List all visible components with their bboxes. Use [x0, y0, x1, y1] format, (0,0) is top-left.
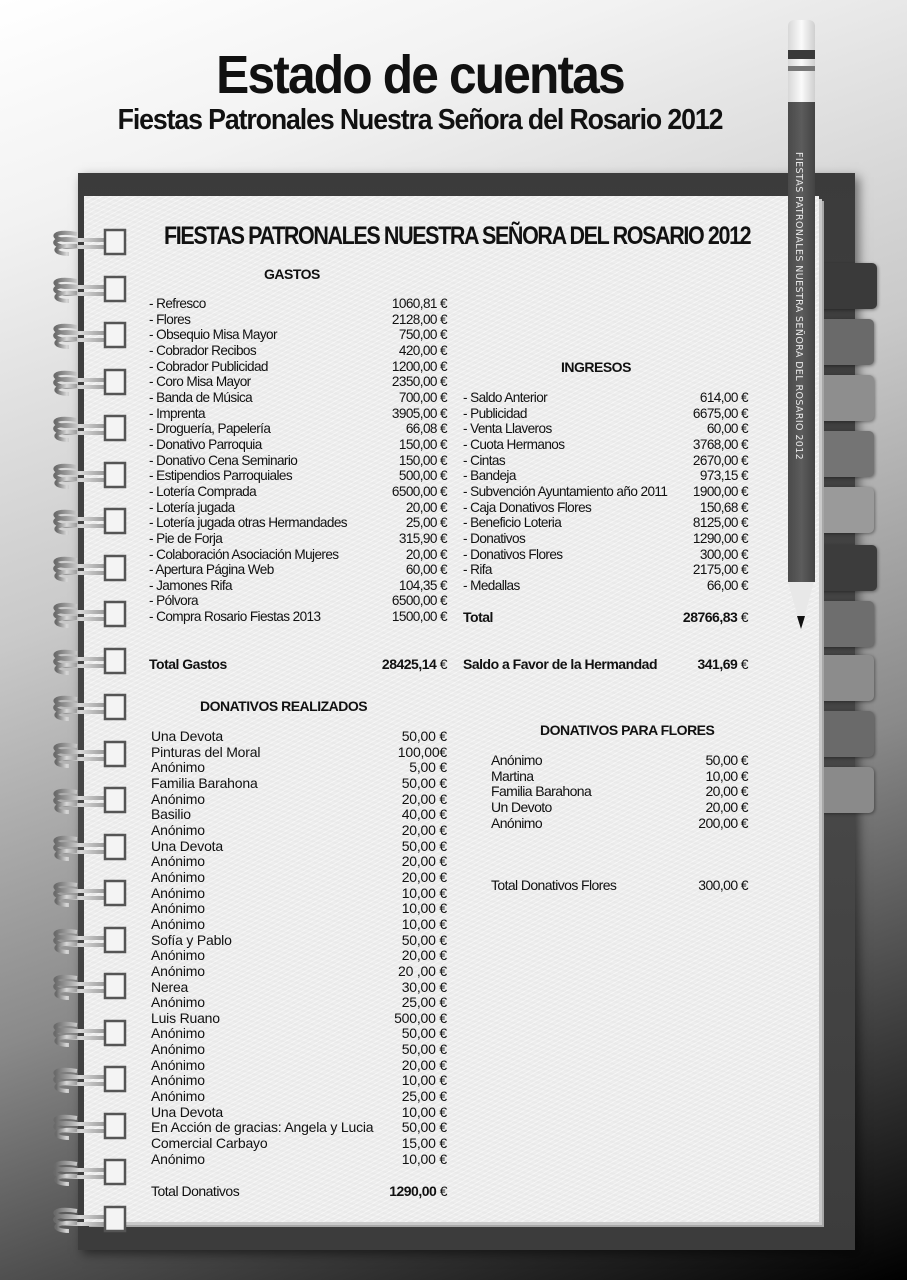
list-item: [151, 1042, 447, 1058]
spiral-ring-icon: [45, 645, 130, 679]
item-amount: 1290,00 €: [692, 530, 748, 546]
item-label: En Acción de gracias: Angela y Lucia: [151, 1119, 374, 1136]
list-item: [151, 1058, 447, 1074]
spiral-ring-icon: [45, 691, 130, 725]
item-label: Anónimo: [151, 1072, 205, 1089]
list-item: [151, 964, 447, 980]
item-amount: 60,00 €: [706, 421, 748, 437]
item-label: Anónimo: [151, 884, 205, 901]
item-amount: 20,00 €: [401, 790, 447, 807]
item-amount: 700,00 €: [398, 389, 447, 405]
item-label: - Apertura Página Web: [149, 562, 274, 578]
item-amount: 50,00 €: [401, 1119, 447, 1136]
item-label: - Pólvora: [149, 593, 198, 609]
item-label: - Rifa: [463, 562, 492, 578]
item-label: Anónimo: [151, 1150, 205, 1167]
list-item: [149, 453, 447, 469]
item-label: Martina: [491, 767, 534, 784]
item-label: - Jamones Rifa: [149, 577, 233, 593]
list-item: [491, 816, 748, 832]
currency-symbol: €: [439, 1183, 447, 1199]
donativos-flores-total-label: Total Donativos Flores: [491, 877, 617, 893]
item-amount: 20,00 €: [405, 499, 447, 515]
spiral-ring-icon: [45, 1203, 130, 1237]
item-label: Anónimo: [151, 790, 205, 807]
index-tab: [812, 601, 874, 647]
item-amount: 50,00 €: [401, 1041, 447, 1058]
item-amount: 20,00 €: [401, 821, 447, 838]
item-amount: 315,90 €: [398, 530, 447, 546]
list-item: [463, 437, 748, 453]
list-item: [463, 531, 748, 547]
spiral-ring-icon: [45, 552, 130, 586]
gastos-total-value: [382, 656, 447, 672]
list-item: [149, 374, 447, 390]
saldo-row: [463, 656, 748, 672]
list-item: [463, 390, 748, 406]
donativos-flores-heading: DONATIVOS PARA FLORES: [540, 722, 715, 738]
list-item: [149, 578, 447, 594]
index-tab: [812, 655, 874, 701]
item-amount: 50,00 €: [401, 1025, 447, 1042]
currency-symbol: €: [439, 656, 447, 672]
item-amount: 300,00 €: [699, 546, 748, 562]
item-label: Anónimo: [151, 1025, 205, 1042]
item-amount: 200,00 €: [698, 814, 748, 831]
item-amount: 150,00 €: [398, 436, 447, 452]
item-label: - Lotería Comprada: [149, 483, 257, 499]
item-label: - Publicidad: [463, 405, 527, 421]
saldo-number: 341,69: [697, 656, 738, 672]
index-tab: [812, 319, 874, 365]
item-amount: 50,00 €: [401, 774, 447, 791]
list-item: [149, 500, 447, 516]
spiral-ring-icon: [45, 784, 130, 818]
pencil-graphic: [788, 20, 815, 630]
pencil-lead: [797, 616, 805, 629]
list-item: [151, 1105, 447, 1121]
item-label: Basilio: [151, 806, 191, 823]
item-label: Anónimo: [491, 752, 543, 768]
list-item: [149, 359, 447, 375]
spiral-ring-icon: [45, 877, 130, 911]
list-item: [151, 917, 447, 933]
item-label: - Donativo Cena Seminario: [149, 452, 298, 468]
item-label: - Lotería jugada otras Hermandades: [149, 515, 347, 531]
item-amount: 66,00 €: [706, 577, 748, 593]
list-item: [151, 1011, 447, 1027]
item-label: Luis Ruano: [151, 1009, 220, 1026]
index-tab: [812, 487, 874, 533]
donativos-total: [151, 1183, 447, 1199]
list-item: [151, 1136, 447, 1152]
spiral-ring-icon: [45, 226, 130, 260]
item-amount: 50,00 €: [401, 931, 447, 948]
paper-title: FIESTAS PATRONALES NUESTRA SEÑORA DEL ROSARIO 2012: [164, 222, 751, 250]
item-amount: 15,00 €: [401, 1135, 447, 1152]
ingresos-total-value: [683, 609, 748, 625]
item-amount: 1060,81 €: [391, 296, 447, 311]
item-amount: 420,00 €: [398, 342, 447, 358]
item-amount: 973,15 €: [699, 468, 748, 484]
list-item: [151, 1152, 447, 1168]
item-label: - Saldo Anterior: [463, 390, 548, 405]
item-amount: 30,00 €: [401, 978, 447, 995]
index-tab: [815, 263, 877, 309]
list-item: [151, 760, 447, 776]
list-item: [151, 776, 447, 792]
item-amount: 6675,00 €: [692, 405, 748, 421]
spiral-ring-icon: [45, 366, 130, 400]
item-label: Una Devota: [151, 837, 223, 854]
item-label: - Pie de Forja: [149, 530, 223, 546]
item-label: Anónimo: [151, 962, 205, 979]
item-amount: 100,00€: [397, 743, 447, 760]
item-amount: 20,00 €: [705, 798, 748, 815]
item-amount: 2670,00 €: [692, 452, 748, 468]
item-amount: 20,00 €: [401, 947, 447, 964]
list-item: [463, 562, 748, 578]
item-amount: 20,00 €: [705, 783, 748, 800]
list-item: [151, 729, 447, 745]
list-item: [463, 578, 748, 594]
item-amount: 40,00 €: [401, 806, 447, 823]
item-label: - Beneficio Loteria: [463, 515, 562, 531]
index-tab: [815, 545, 877, 591]
item-label: - Estipendios Parroquiales: [149, 468, 293, 484]
item-label: Anónimo: [151, 759, 205, 776]
currency-symbol: €: [740, 656, 748, 672]
item-amount: 750,00 €: [398, 327, 447, 343]
item-amount: 2128,00 €: [391, 311, 447, 327]
item-amount: 10,00 €: [401, 1103, 447, 1120]
ingresos-heading: INGRESOS: [561, 359, 631, 375]
donativos-total-number: 1290,00: [389, 1183, 437, 1199]
item-label: Una Devota: [151, 728, 223, 744]
item-label: - Refresco: [149, 296, 206, 311]
list-item: [151, 886, 447, 902]
item-label: Anónimo: [151, 1041, 205, 1058]
list-item: [151, 745, 447, 761]
saldo-label: Saldo a Favor de la Hermandad: [463, 656, 658, 672]
donativos-realizados-list: [151, 729, 447, 1167]
list-item: [149, 437, 447, 453]
item-amount: 6500,00 €: [391, 593, 447, 609]
list-item: [151, 948, 447, 964]
item-label: Comercial Carbayo: [151, 1135, 268, 1152]
list-item: [149, 468, 447, 484]
item-label: Anónimo: [151, 994, 205, 1011]
item-amount: 50,00 €: [401, 837, 447, 854]
item-amount: 104,35 €: [398, 577, 447, 593]
list-item: [463, 484, 748, 500]
list-item: [149, 531, 447, 547]
donativos-total-label: Total Donativos: [151, 1183, 240, 1199]
item-amount: 25,00 €: [401, 994, 447, 1011]
list-item: [151, 839, 447, 855]
item-amount: 10,00 €: [705, 767, 748, 784]
item-amount: 20,00 €: [401, 868, 447, 885]
list-item: [149, 421, 447, 437]
list-item: [151, 995, 447, 1011]
list-item: [149, 547, 447, 563]
item-amount: 50,00 €: [705, 752, 748, 768]
item-label: Anónimo: [151, 868, 205, 885]
page-title: Estado de cuentas: [216, 45, 624, 105]
item-label: Pinturas del Moral: [151, 743, 261, 760]
item-label: - Cuota Hermanos: [463, 436, 565, 452]
list-item: [463, 547, 748, 563]
list-item: [463, 468, 748, 484]
spiral-ring-icon: [45, 505, 130, 539]
item-amount: 1200,00 €: [391, 358, 447, 374]
list-item: [151, 1073, 447, 1089]
list-item: [149, 562, 447, 578]
ingresos-total: [463, 609, 748, 625]
item-amount: 2350,00 €: [391, 374, 447, 390]
item-label: Sofía y Pablo: [151, 931, 232, 948]
item-amount: 6500,00 €: [391, 483, 447, 499]
spiral-ring-icon: [45, 1110, 130, 1144]
item-amount: 66,08 €: [405, 421, 447, 437]
index-tab: [812, 375, 874, 421]
item-label: Una Devota: [151, 1103, 223, 1120]
item-label: - Cobrador Recibos: [149, 342, 257, 358]
item-label: - Venta Llaveros: [463, 421, 552, 437]
currency-symbol: €: [740, 609, 748, 625]
list-item: [463, 421, 748, 437]
item-amount: 500,00 €: [398, 468, 447, 484]
item-label: Anónimo: [151, 853, 205, 870]
item-label: - Banda de Música: [149, 389, 253, 405]
item-amount: 10,00 €: [401, 900, 447, 917]
item-label: - Donativos Flores: [463, 546, 563, 562]
item-amount: 1900,00 €: [692, 483, 748, 499]
list-item: [491, 769, 748, 785]
list-item: [149, 593, 447, 609]
item-label: Anónimo: [151, 900, 205, 917]
saldo-value: [697, 656, 748, 672]
list-item: [151, 1026, 447, 1042]
gastos-total: [149, 656, 447, 672]
item-amount: 20,00 €: [401, 1056, 447, 1073]
donativos-flores-total-row: [491, 878, 748, 894]
item-label: Anónimo: [491, 814, 543, 831]
list-item: [491, 784, 748, 800]
spiral-ring-icon: [45, 412, 130, 446]
spiral-ring-icon: [45, 924, 130, 958]
item-label: Familia Barahona: [491, 783, 592, 800]
donativos-realizados-heading: DONATIVOS REALIZADOS: [200, 698, 368, 714]
list-item: [151, 933, 447, 949]
item-amount: 150,68 €: [699, 499, 748, 515]
item-label: - Cintas: [463, 452, 506, 468]
list-item: [463, 515, 748, 531]
item-label: - Compra Rosario Fiestas 2013: [149, 609, 321, 625]
spiral-ring-icon: [45, 1156, 130, 1190]
list-item: [151, 870, 447, 886]
item-label: Anónimo: [151, 1088, 205, 1105]
item-amount: 60,00 €: [405, 562, 447, 578]
pencil-band: [788, 50, 815, 59]
pencil-eraser: [788, 20, 815, 102]
spiral-ring-icon: [45, 970, 130, 1004]
list-item: [149, 327, 447, 343]
index-tab: [812, 711, 874, 757]
list-item: [151, 854, 447, 870]
index-tab: [812, 767, 874, 813]
item-label: - Cobrador Publicidad: [149, 358, 268, 374]
ingresos-total-label: Total: [463, 609, 493, 625]
page-subtitle: Fiestas Patronales Nuestra Señora del Rosario 2012: [117, 104, 723, 136]
item-amount: 500,00 €: [394, 1009, 447, 1026]
index-tab: [812, 431, 874, 477]
item-label: - Obsequio Misa Mayor: [149, 327, 277, 343]
list-item: [151, 980, 447, 996]
spiral-ring-icon: [45, 738, 130, 772]
list-item: [149, 515, 447, 531]
item-label: - Bandeja: [463, 468, 516, 484]
item-label: Anónimo: [151, 1056, 205, 1073]
list-item: [491, 753, 748, 769]
item-amount: 25,00 €: [405, 515, 447, 531]
item-amount: 10,00 €: [401, 1150, 447, 1167]
list-item: [149, 484, 447, 500]
list-item: [463, 453, 748, 469]
donativos-flores-total-value: 300,00 €: [698, 877, 748, 893]
item-label: - Caja Donativos Flores: [463, 499, 592, 515]
list-item: [149, 296, 447, 312]
item-label: Anónimo: [151, 821, 205, 838]
item-amount: 1500,00 €: [391, 609, 447, 625]
list-item: [149, 406, 447, 422]
list-item: [151, 823, 447, 839]
gastos-list: [149, 296, 447, 625]
item-label: Anónimo: [151, 915, 205, 932]
item-amount: 10,00 €: [401, 884, 447, 901]
list-item: [151, 807, 447, 823]
item-amount: 20 ,00 €: [398, 962, 447, 979]
spiral-ring-icon: [45, 319, 130, 353]
list-item: [491, 800, 748, 816]
spiral-ring-icon: [45, 1063, 130, 1097]
item-label: - Colaboración Asociación Mujeres: [149, 546, 339, 562]
list-item: [151, 1120, 447, 1136]
item-amount: 5,00 €: [409, 759, 447, 776]
item-label: - Donativo Parroquia: [149, 436, 262, 452]
item-label: Un Devoto: [491, 798, 552, 815]
donativos-total-value: [389, 1183, 447, 1199]
donativos-flores-list: [491, 753, 748, 831]
list-item: [463, 406, 748, 422]
item-amount: 2175,00 €: [692, 562, 748, 578]
ingresos-list: [463, 390, 748, 594]
spiral-ring-icon: [45, 1017, 130, 1051]
item-amount: 25,00 €: [401, 1088, 447, 1105]
list-item: [463, 500, 748, 516]
list-item: [151, 792, 447, 808]
pencil-band: [788, 66, 815, 71]
item-amount: 150,00 €: [398, 452, 447, 468]
spiral-ring-icon: [45, 273, 130, 307]
list-item: [149, 343, 447, 359]
gastos-total-number: 28425,14: [381, 656, 437, 672]
item-label: - Donativos: [463, 530, 526, 546]
item-label: - Coro Misa Mayor: [149, 374, 251, 390]
item-label: - Imprenta: [149, 405, 205, 421]
item-amount: 8125,00 €: [692, 515, 748, 531]
spiral-ring-icon: [45, 459, 130, 493]
list-item: [149, 609, 447, 625]
ingresos-total-number: 28766,83: [682, 609, 738, 625]
list-item: [151, 901, 447, 917]
gastos-heading: GASTOS: [264, 266, 320, 282]
pencil-label: FIESTAS PATRONALES NUESTRA SEÑORA DEL ROSARIO 2012: [793, 152, 804, 461]
donativos-flores-total: [491, 878, 748, 894]
list-item: [149, 390, 447, 406]
item-amount: 10,00 €: [401, 1072, 447, 1089]
item-label: - Subvención Ayuntamiento año 2011: [463, 483, 668, 499]
item-label: - Lotería jugada: [149, 499, 235, 515]
spiral-ring-icon: [45, 598, 130, 632]
item-label: Anónimo: [151, 947, 205, 964]
item-label: - Flores: [149, 311, 191, 327]
list-item: [151, 1089, 447, 1105]
item-amount: 3768,00 €: [692, 436, 748, 452]
spiral-ring-icon: [45, 831, 130, 865]
item-amount: 20,00 €: [405, 546, 447, 562]
list-item: [149, 312, 447, 328]
item-amount: 20,00 €: [401, 853, 447, 870]
item-label: Nerea: [151, 978, 189, 995]
item-amount: 10,00 €: [401, 915, 447, 932]
item-label: - Droguería, Papelería: [149, 421, 271, 437]
item-amount: 3905,00 €: [391, 405, 447, 421]
item-label: - Medallas: [463, 577, 520, 593]
gastos-total-label: Total Gastos: [149, 656, 227, 672]
item-amount: 614,00 €: [699, 390, 748, 405]
item-amount: 50,00 €: [401, 728, 447, 744]
item-label: Familia Barahona: [151, 774, 258, 791]
